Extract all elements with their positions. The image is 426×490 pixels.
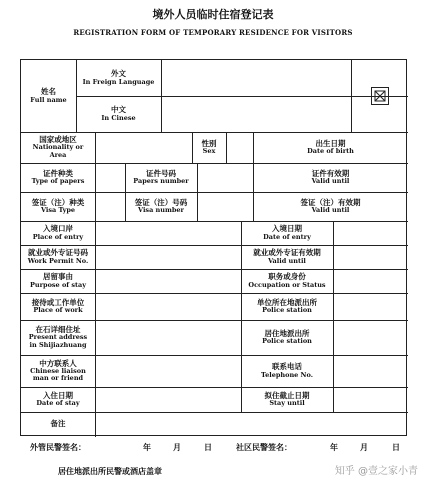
- sex-label: 性别 Sex: [201, 138, 217, 156]
- form-title: 境外人员临时住宿登记表: [152, 8, 274, 21]
- foreign-name-field[interactable]: [161, 60, 351, 96]
- place-of-work-label: 接待或工作单位 Place of work: [31, 297, 85, 315]
- telephone-label: 联系电话 Telephone No.: [261, 362, 313, 379]
- present-address-label: 在石详细住址 Present address in Shijiazhuang: [28, 325, 88, 349]
- visa-valid-until-label: 签证（注）有效期 Valid until: [300, 197, 361, 215]
- stamp-instruction: 居住地派出所民警或酒店盖章: [58, 467, 162, 476]
- residence-police-station-label: 居住地派出所 Police station: [262, 328, 312, 346]
- date-of-stay-field[interactable]: [95, 387, 241, 412]
- date-of-birth-label: 出生日期 Date of birth: [307, 138, 354, 156]
- remarks-field[interactable]: [95, 412, 408, 437]
- remarks-label: 备注: [50, 419, 66, 429]
- chinese-name-label: 中文 In Cinese: [101, 105, 136, 122]
- purpose-of-stay-label: 居留事由 Purpose of stay: [29, 272, 87, 289]
- signature-day-2: 日: [392, 443, 400, 452]
- date-of-entry-field[interactable]: [333, 221, 408, 245]
- visa-number-label: 签证（注）号码 Visa number: [134, 197, 188, 215]
- watermark: 知乎 @壹之家小青: [334, 466, 418, 477]
- community-police-signature-label: 社区民警签名：: [236, 443, 292, 452]
- telephone-field[interactable]: [333, 355, 408, 387]
- sex-field[interactable]: [226, 132, 253, 163]
- place-of-entry-field[interactable]: [95, 221, 241, 245]
- place-of-work-field[interactable]: [95, 293, 241, 320]
- work-permit-field[interactable]: [95, 245, 241, 269]
- visa-type-field[interactable]: [95, 192, 125, 221]
- photo-placeholder-icon: [371, 87, 389, 105]
- foreign-police-signature-label: 外管民警签名：: [30, 443, 86, 452]
- signature-month-2: 月: [360, 443, 368, 452]
- foreign-language-label: 外文 In Freign Language: [82, 69, 155, 86]
- signature-year-2: 年: [330, 443, 338, 452]
- work-permit-valid-field[interactable]: [333, 245, 408, 269]
- stay-until-field[interactable]: [333, 387, 408, 412]
- full-name-label: 姓名 Full name: [30, 87, 67, 104]
- form-subtitle: REGISTRATION FORM OF TEMPORARY RESIDENCE FOR VISITORS: [73, 28, 353, 37]
- chinese-name-field[interactable]: [161, 96, 351, 132]
- signature-year-1: 年: [143, 443, 151, 452]
- signature-month-1: 月: [173, 443, 181, 452]
- signature-day-1: 日: [204, 443, 212, 452]
- date-of-entry-label: 入境日期 Date of entry: [263, 224, 311, 241]
- type-of-papers-label: 证件种类 Type of papers: [31, 168, 85, 186]
- work-police-station-label: 单位所在地派出所 Police station: [257, 297, 317, 315]
- occupation-label: 职务或身份 Occupation or Status: [248, 272, 326, 289]
- work-police-station-field[interactable]: [333, 293, 408, 320]
- stay-until-label: 拟住截止日期 Stay until: [264, 390, 310, 408]
- photo-area: [351, 60, 408, 132]
- purpose-of-stay-field[interactable]: [95, 269, 241, 293]
- papers-valid-until-label: 证件有效期 Valid until: [311, 168, 350, 186]
- date-of-stay-label: 入住日期 Date of stay: [36, 390, 80, 408]
- papers-number-label: 证件号码 Papers number: [133, 168, 189, 186]
- registration-form-table: [20, 59, 407, 436]
- visa-number-field[interactable]: [197, 192, 253, 221]
- liaison-label: 中方联系人 Chinese liaison man or friend: [30, 358, 86, 383]
- liaison-field[interactable]: [95, 355, 241, 387]
- nationality-label: 国家或地区 Nationality or Area: [32, 135, 84, 159]
- visa-type-label: 签证（注）种类 Visa Type: [31, 197, 85, 215]
- type-of-papers-field[interactable]: [95, 163, 125, 192]
- work-permit-valid-label: 就业或外专证有效期 Valid until: [253, 248, 321, 265]
- papers-number-field[interactable]: [197, 163, 253, 192]
- nationality-field[interactable]: [95, 132, 192, 163]
- work-permit-label: 就业或外专证号码 Work Permit No.: [27, 248, 89, 265]
- residence-police-station-field[interactable]: [333, 320, 408, 355]
- occupation-field[interactable]: [333, 269, 408, 293]
- present-address-field[interactable]: [95, 320, 241, 355]
- place-of-entry-label: 入境口岸 Place of entry: [32, 224, 84, 241]
